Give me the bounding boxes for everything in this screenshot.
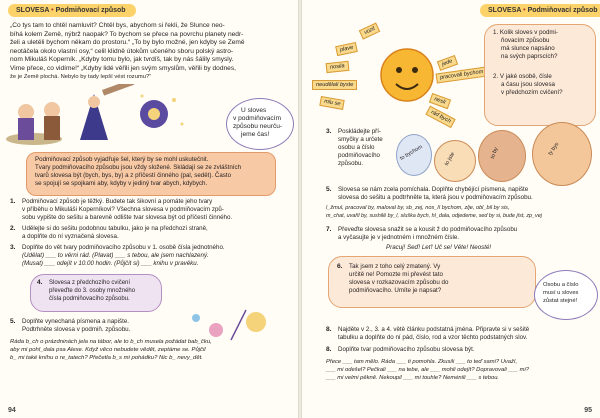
sun-ray: rád bych xyxy=(425,106,456,129)
bubble-line: musí u sloves xyxy=(543,290,579,296)
exercise-line: a vyčasujte je v jednotném i množném čísle. xyxy=(338,234,460,241)
exercise-4-box xyxy=(30,274,162,312)
question-line: 2. V jaké osobě, čísle xyxy=(493,73,552,80)
question-line: má slunce napsáno xyxy=(501,45,555,52)
exercise-6-box xyxy=(328,256,536,308)
exercise-line: Slovesa se nám zcela pomíchala. Doplňte chybějící písmena, napište xyxy=(338,186,529,193)
question-line: ňovacím způsobu xyxy=(501,37,550,44)
story-line: Vime přece, co vidíme!“ „Kdyby lidé věřili jen svým smyslům, věřili by dodnes, xyxy=(10,64,236,72)
planet-3 xyxy=(478,130,526,182)
exercise-line: aby mi pohl_dala psa Alexe. Když věco nebudete vědět, zeptáme se. Půjčil xyxy=(10,347,206,353)
exercise-line: Podmiňovací způsob je těžký. Budete tak šikovní a pomáte jeho tvary xyxy=(22,198,213,205)
exercise-line: podmiňovacího. Umíte je napsat? xyxy=(349,287,442,294)
exercise-number: 8. xyxy=(326,326,332,333)
exercise-number: 3. xyxy=(10,244,16,251)
exercise-line: l_žmul, pracoval by, maloval by, sb_zej, nos_lí bychom, zlje, obl_bil by sis, xyxy=(326,205,510,211)
header-subtopic: Podmiňovací způsob xyxy=(527,7,598,14)
sun-ray: neudělali byste xyxy=(312,80,357,90)
exercise-line: Slovesa z předchozího cvičení xyxy=(49,280,131,286)
rule-line: tvarů slovesa být (bych, bys, by) a z příčestí činného (pal, sedět). Často xyxy=(35,172,232,179)
story-line: bíhá kolem Země, nýbrž naopak? To bychom se přece na povrchu planety nedr- xyxy=(10,30,244,38)
exercise-line: ___ mi velmi pěkně. Nekoupil ___ mi touhle? Nemėnili ___ s tebou. xyxy=(326,375,500,381)
exercise-line: Přece ___ tam mělo. Ráda ___ ti pomohla. Zkusili ___ to teď sami? Uvaží, xyxy=(326,359,518,365)
header-topic: SLOVESA xyxy=(16,7,50,14)
planet-text: to by xyxy=(489,146,500,160)
exercise-line: (Musat) ___ odejít v 10.00 hodin. (Půjčit si) ___ knihu v pravěku. xyxy=(22,260,199,267)
right-page xyxy=(302,0,600,418)
exercise-number: 7. xyxy=(326,226,332,233)
sun-ray: mlu se xyxy=(319,96,345,110)
exercise-line: Pracuj! Seď! Leť! Uč se! Věte! Neosté! xyxy=(386,244,492,251)
planet-4 xyxy=(532,122,592,186)
question-line: 1. Kolik sloves v podmi- xyxy=(493,29,558,36)
exercise-line: způsobu. xyxy=(338,160,364,167)
bubble-line: Osobu a číslo xyxy=(543,282,579,288)
tip-bubble xyxy=(226,98,294,150)
exercise-line: určitě ne! Pomozte mi převést tato xyxy=(349,271,443,278)
sun-ray: plave xyxy=(335,42,358,56)
story-line: neotáčela okolo vlastní osy,“ celil klidně útokům učeného sboru polský astro- xyxy=(10,47,234,55)
planet-text: ty bys xyxy=(547,141,561,157)
exercise-number: 5. xyxy=(326,186,332,193)
exercise-line: slovesa do sešitu a podtrhněte ta, která jsou v podmiňovacím způsobu. xyxy=(338,194,533,201)
exercise-line: v příběhu o Mikuláši Koperníkovi? Všechna slovesa v podmiňovacím způ- xyxy=(22,206,224,213)
exercise-line: Doplňte vynechaná písmena a napište. xyxy=(22,318,129,325)
exercise-line: a doplňte do ní vyznačená slovesa. xyxy=(22,233,119,240)
exercise-number: 3. xyxy=(326,128,332,135)
exercise-line: tabulku a doplňte do ní pád, číslo, rod a vzor těchto podstatných slov. xyxy=(338,334,528,341)
rule-line: Tvary podmiňovacího způsobu jsou vždy složené. Skládají se ze zvláštních xyxy=(35,164,242,171)
rule-line: se spojují se spojkami aby, kdyby v jediný tvar abych, kdybych. xyxy=(35,180,208,187)
story-line: želi a uletěli bychom někam do prostoru.“ „To by bylo možné, jen kdyby se Země xyxy=(10,39,245,46)
exercise-line: Doplňte tvar podmiňovacího způsobu slovesa být. xyxy=(338,346,475,353)
exercise-line: b_ mi také kníhu o re_tatech? Přečetla b_s mi pohádku? Nic b_ nevy_dět. xyxy=(10,355,203,361)
planet-2 xyxy=(434,140,476,182)
page-number: 95 xyxy=(584,407,592,414)
bubble-line: U sloves xyxy=(241,107,267,114)
planet-text: to jste xyxy=(443,151,457,167)
header-dot: • xyxy=(523,7,526,14)
exercise-number: 4. xyxy=(37,279,43,286)
exercise-line: smyčky a určete xyxy=(338,136,383,143)
exercise-line: Ráda b_ch o prázdninách jela na tábor, ale to b_ch musela požádat bab_čku, xyxy=(10,339,212,345)
sun-ray: pracovali bychom xyxy=(436,66,488,83)
planet-1 xyxy=(396,134,432,176)
bubble-line: zůstat stejné! xyxy=(543,298,578,304)
astronomer-illustration xyxy=(4,84,224,146)
exercise-line: Doplňte do vět tvary podmiňovacího způsobu v 1. osobě čísla jednotného. xyxy=(22,244,225,251)
story-line: nom Mikuláš Koperník. „Kdyby tomu bylo, jak tvrdíš, tak by nás šálily smysly. xyxy=(10,56,234,63)
bubble-line: v podmiňovacím xyxy=(233,115,282,122)
exercise-number: 8. xyxy=(326,346,332,353)
exercise-line: osobu a číslo xyxy=(338,144,375,151)
tip-bubble xyxy=(534,270,598,320)
exercise-line: čísla podmiňovacího způsobu. xyxy=(49,296,130,302)
exercise-line: slovesa v rozkazovacím způsobu do xyxy=(349,279,449,286)
right-page-header xyxy=(480,4,600,17)
exercise-line: ___ mi odešel? Pečkali ___ na tebe, ale ___ mohli odejít? Dopravovali ___ mi? xyxy=(326,367,530,373)
exercise-line: (Udělat) ___ to věrni rád. (Plavat) ___ s tebou, ale jsem nachlazený. xyxy=(22,252,209,259)
exercise-line: Najděte v 2., 3. a 4. větě článku podstatná jména. Připravte si v sešitě xyxy=(338,326,530,333)
header-subtopic: Podmiňovací způsob xyxy=(55,7,126,14)
sun-ray: nosila xyxy=(326,61,350,73)
story-line: „Co tys tam to chtěl namluvit? Chtěl bys, abychom si řekli, že Slunce neo- xyxy=(10,22,225,29)
page-number: 94 xyxy=(8,407,16,414)
exercise-number: 6. xyxy=(337,263,343,270)
rule-box xyxy=(26,152,276,196)
question-line: v předchozím cvičení? xyxy=(501,89,563,96)
exercise-line: Poskládejte pří- xyxy=(338,128,381,135)
exercise-line: podmiňovacího xyxy=(338,152,380,159)
planet-text: to bychom xyxy=(399,144,424,162)
header-topic: SLOVESA xyxy=(488,7,522,14)
story-line: že je Země plochá. Nebylo by tady lepší vést rozumu?“ xyxy=(10,74,152,80)
sun-ray: nesli xyxy=(429,93,451,109)
exercise-line: převeďte do 3. osoby množného xyxy=(49,288,136,294)
header-dot: • xyxy=(51,7,54,14)
sun-ray: vozil xyxy=(359,22,381,39)
bubble-line: jeme čas! xyxy=(241,131,270,138)
question-line: a času jsou slovesa xyxy=(501,81,555,88)
exercise-line: Tak jsem z toho celý zmatený. Vy xyxy=(349,263,441,270)
exercise-line: sobu vypište do sešitu a barevně odlište tvar slovesa být od příčestí činného. xyxy=(22,214,233,221)
question-line: na svých paprscích? xyxy=(501,53,558,60)
exercise-line: Převeďte slovesa snažit se a kousit ž do podmiňovacího způsobu xyxy=(338,226,518,233)
exercise-line: Udělejte si do sešitu podobnou tabulku, jako je na předchozí straně, xyxy=(22,225,208,232)
sun-ray: jede xyxy=(437,55,458,71)
exercise-line: m_chat, uvařil by, sushilě by_l, sluška bych, hl_dala, odjedeme, sed by si, bude jíst, zp_vej xyxy=(326,213,542,219)
exercise-number: 1. xyxy=(10,198,16,205)
left-page-header xyxy=(8,4,136,17)
exercise-number: 5. xyxy=(10,318,16,325)
exercise-line: Podtrhněte slovesa v podmiň. způsobu. xyxy=(22,326,131,333)
left-page xyxy=(0,0,298,418)
rule-line: Podmiňovací způsob vyjadřuje šel, který by se mohl uskutečnit. xyxy=(35,156,209,163)
questions-box xyxy=(484,24,596,126)
exercise-number: 2. xyxy=(10,225,16,232)
bubble-line: způsobu neurču- xyxy=(233,123,283,130)
